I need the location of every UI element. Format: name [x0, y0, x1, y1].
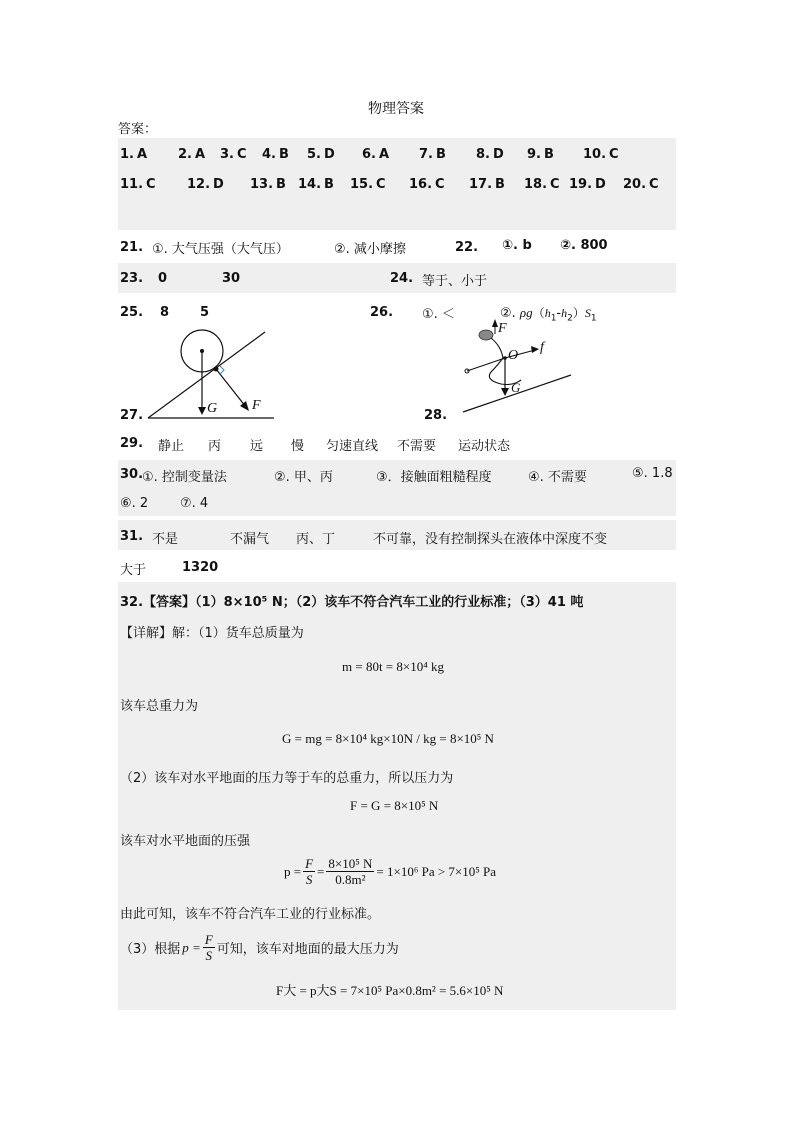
q24-answer: 等于、小于 — [422, 274, 488, 289]
mc-answer-letter: B — [276, 177, 286, 192]
q32-answer-line — [120, 591, 583, 610]
mc-answer-letter: C — [435, 177, 445, 192]
mc-answer-letter: C — [649, 177, 659, 192]
q32-eq1: m = 80t = 8×10⁴ kg — [342, 659, 445, 674]
q25-number: 25. — [120, 305, 144, 320]
q31-line2-label: 大于 — [120, 563, 147, 578]
mc-answer — [178, 147, 205, 162]
q26-answer-1: ①. ＜ — [422, 307, 455, 322]
q32-detail-tag: 【详解】 — [120, 626, 173, 641]
q31-answer-1: 不漏气 — [230, 532, 270, 547]
q23-answer-2: 30 — [222, 271, 241, 286]
answers-label: 答案： — [118, 122, 158, 137]
mc-answer — [362, 147, 389, 162]
q29-answer-5: 不需要 — [397, 439, 437, 454]
q22-answer-2: ②. 800 — [560, 238, 608, 253]
mc-answer-letter: A — [136, 147, 148, 162]
q30-answer-6: ⑦. 4 — [180, 496, 209, 511]
mc-question-number: 7. — [419, 147, 433, 162]
q25-answer-2: 5 — [200, 305, 210, 320]
q32-eq5: F大 = p大S = 7×10⁵ Pa×0.8m² = 5.6×10⁵ N — [276, 983, 504, 998]
q28-label-o: O — [508, 348, 519, 363]
mc-question-number: 16. — [409, 177, 433, 192]
q31-answer-3: 不可靠，没有控制探头在液体中深度不变 — [373, 532, 608, 547]
q30-answer-0: ①. 控制变量法 — [142, 470, 227, 485]
mc-answer-letter: B — [435, 147, 446, 162]
mc-question-number: 18. — [524, 177, 548, 192]
q22-number: 22. — [455, 240, 479, 255]
q32-line-pressure-force: （2）该车对水平地面的压力等于车的总重力，所以压力为 — [120, 771, 454, 786]
q26-number: 26. — [370, 305, 394, 320]
mc-answer — [409, 177, 445, 192]
mc-answer-letter: A — [194, 147, 206, 162]
q32-line-pressure: 该车对水平地面的压强 — [120, 834, 251, 849]
q23-answer-1: 0 — [158, 271, 168, 286]
q32-eq2: G = mg = 8×10⁴ kg×10N / kg = 8×10⁵ N — [282, 731, 494, 746]
mc-answer — [524, 177, 560, 192]
q29-answer-3: 慢 — [291, 439, 305, 454]
q32-line-part3: （3）根据 p = $\frac{F}{S}$ 可知，该车对地面的最大压力为 — [120, 932, 399, 963]
q32-number: 32. — [120, 595, 144, 610]
mc-answer-letter: D — [213, 177, 224, 192]
mc-answer-letter: C — [376, 177, 386, 192]
mc-question-number: 10. — [583, 147, 607, 162]
mc-answer-letter: D — [323, 147, 335, 162]
q28-diagram — [455, 322, 580, 422]
q29-answer-1: 丙 — [208, 439, 222, 454]
mc-answer — [220, 147, 247, 162]
q30-answer-1: ②. 甲、丙 — [274, 470, 333, 485]
q28-label-small-f: f — [540, 340, 544, 355]
q31-answer-0: 不是 — [152, 532, 179, 547]
q30-answer-3: ④. 不需要 — [528, 470, 587, 485]
mc-question-number: 1. — [120, 147, 134, 162]
q32-eq3: F = G = 8×10⁵ N — [350, 798, 439, 813]
mc-answer-letter: A — [378, 147, 390, 162]
mc-answer — [623, 177, 659, 192]
q32-line-weight: 该车总重力为 — [120, 699, 199, 714]
q31-line2-value: 1320 — [182, 560, 219, 575]
q26-answer-2: ②. $\rho g(h_1-h_2)S_1$ — [500, 305, 597, 324]
mc-answer — [583, 147, 619, 162]
mc-question-number: 15. — [350, 177, 374, 192]
q30-answer-5: ⑥. 2 — [120, 496, 149, 511]
mc-answer — [469, 177, 505, 192]
q27-label-f: F — [252, 398, 261, 413]
mc-answer-letter: D — [595, 177, 606, 192]
q28-label-g: G — [511, 380, 521, 395]
q29-answer-0: 静止 — [158, 439, 185, 454]
q29-answer-4: 匀速直线 — [326, 439, 379, 454]
mc-answer — [419, 147, 446, 162]
mc-answer-letter: C — [609, 147, 619, 162]
mc-question-number: 9. — [527, 147, 541, 162]
mc-answer — [120, 177, 156, 192]
mc-question-number: 11. — [120, 177, 144, 192]
mc-question-number: 13. — [250, 177, 274, 192]
q21-answer-2: ②. 减小摩擦 — [334, 242, 406, 257]
page-title: 物理答案 — [368, 101, 424, 117]
mc-question-number: 20. — [623, 177, 647, 192]
mc-answer — [476, 147, 504, 162]
q27-number: 27. — [120, 408, 144, 423]
mc-question-number: 6. — [362, 147, 376, 162]
q21-number: 21. — [120, 240, 144, 255]
mc-answer-letter: C — [236, 147, 247, 162]
mc-answer-letter: C — [146, 177, 156, 192]
mc-question-number: 17. — [469, 177, 493, 192]
q27-label-g: G — [207, 401, 218, 416]
mc-answer-letter: D — [492, 147, 504, 162]
q30-number: 30. — [120, 467, 144, 482]
q30-answer-2: ③．接触面粗糙程度 — [376, 470, 492, 485]
mc-answer-letter: B — [324, 177, 334, 192]
mc-question-number: 4. — [262, 147, 276, 162]
q32-detail-text: 解：（1）货车总质量为 — [172, 626, 304, 641]
q29-answer-6: 运动状态 — [458, 439, 511, 454]
q32-answer-tag: 【答案】 — [143, 595, 196, 610]
q29-number: 29. — [120, 436, 144, 451]
q28-label-f: F — [498, 321, 507, 336]
mc-answer — [187, 177, 224, 192]
q32-eq4: p = $\frac{F}{S}$ = $\frac{\text{8×10⁵ N}}{\text{0.8m²}}$ = 1×10⁶ Pa > 7×10⁵ Pa — [284, 856, 497, 887]
mc-answer — [350, 177, 386, 192]
mc-answer — [120, 147, 147, 162]
mc-answer — [298, 177, 334, 192]
q31-answer-2: 丙、丁 — [296, 532, 336, 547]
mc-question-number: 3. — [220, 147, 234, 162]
q32-line-conclusion: 由此可知，该车不符合汽车工业的行业标准。 — [120, 907, 381, 922]
q24-number: 24. — [390, 271, 414, 286]
q32-detail-line — [120, 622, 304, 641]
q21-answer-1: ①. 大气压强（大气压） — [152, 242, 289, 257]
mc-answer — [307, 147, 335, 162]
mc-answer-letter: B — [495, 177, 505, 192]
mc-question-number: 19. — [569, 177, 593, 192]
q22-answer-1: ①. b — [502, 238, 532, 253]
mc-question-number: 12. — [187, 177, 211, 192]
q32-answer-text: （1）8×10⁵ N；（2）该车不符合汽车工业的行业标准；（3）41 吨 — [195, 595, 584, 610]
mc-question-number: 2. — [178, 147, 192, 162]
mc-answer — [262, 147, 289, 162]
q25-answer-1: 8 — [160, 305, 170, 320]
q23-number: 23. — [120, 271, 144, 286]
q31-number: 31. — [120, 529, 144, 544]
mc-question-number: 8. — [476, 147, 490, 162]
q30-answer-4: ⑤. 1.8 — [632, 466, 673, 481]
mc-answer — [527, 147, 554, 162]
mc-answer-letter: B — [278, 147, 289, 162]
mc-answer-letter: C — [550, 177, 560, 192]
q28-number: 28. — [424, 408, 448, 423]
q29-answer-2: 远 — [250, 439, 264, 454]
mc-answer — [250, 177, 286, 192]
mc-question-number: 5. — [307, 147, 321, 162]
mc-answer-letter: B — [543, 147, 554, 162]
mc-answer — [569, 177, 606, 192]
mc-question-number: 14. — [298, 177, 322, 192]
